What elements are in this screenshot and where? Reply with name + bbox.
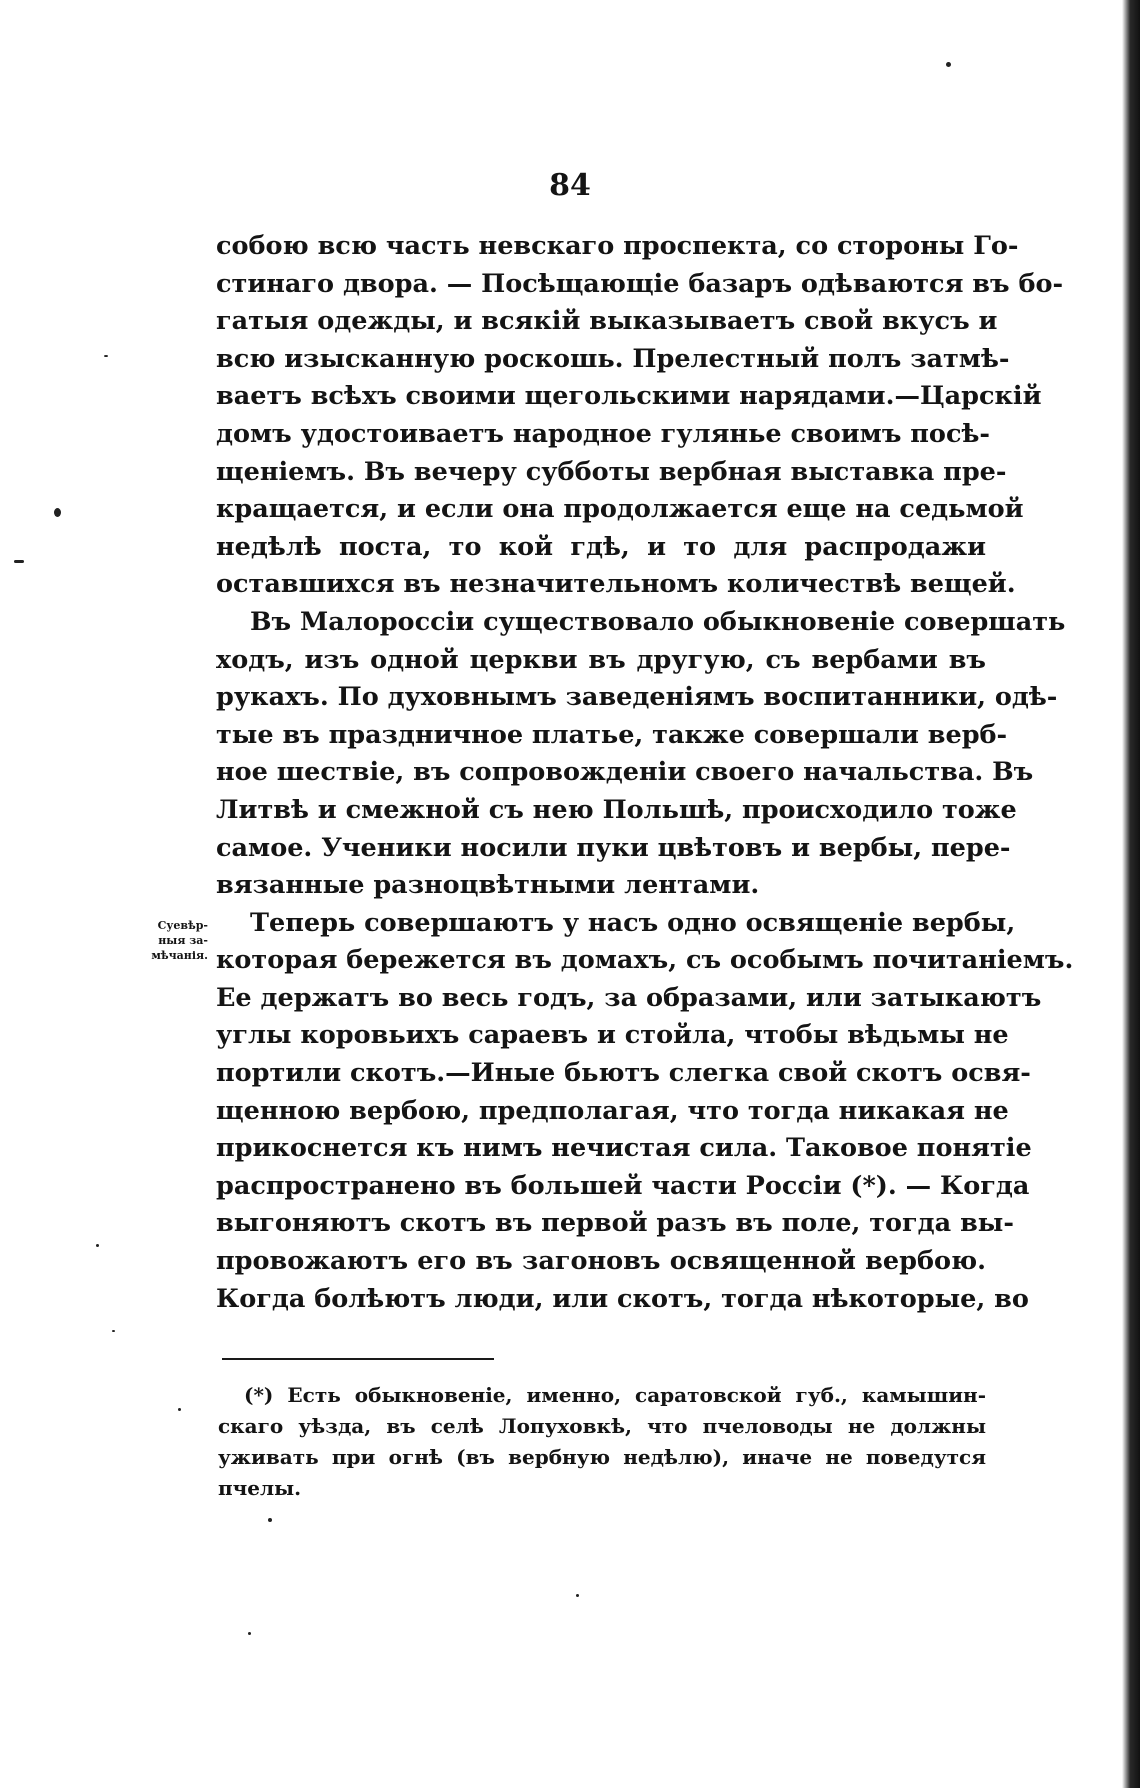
footnote-line: пчелы. — [218, 1476, 302, 1500]
body-line: прикоснется къ нимъ нечистая сила. Таковое понятіе — [216, 1133, 1032, 1164]
body-line: распространено въ большей части Россіи (*). — Когда — [216, 1170, 1030, 1201]
body-line: Теперь совершаютъ у насъ одно освященіе вербы, — [250, 907, 1016, 938]
scan-speck — [54, 508, 61, 517]
body-line: самое. Ученики носили пуки цвѣтовъ и вербы, пере- — [216, 832, 1011, 863]
body-text — [216, 228, 1074, 1318]
body-line: Ее держатъ во весь годъ, за образами, или затыкаютъ — [216, 982, 1042, 1013]
body-line: гатыя одежды, и всякій выказываетъ свой вкусъ и — [216, 306, 998, 337]
scan-speck — [96, 1244, 99, 1247]
margin-note — [142, 918, 208, 963]
body-line: провожаютъ его въ загоновъ освященной вербою. — [216, 1246, 986, 1277]
body-line: ходъ, изъ одной церкви въ другую, съ вербами въ — [216, 644, 986, 675]
scan-speck — [946, 62, 951, 67]
body-line: углы коровьихъ сараевъ и стойла, чтобы вѣдьмы не — [216, 1020, 1009, 1051]
scan-speck — [178, 1408, 181, 1411]
body-line: домъ удостоиваетъ народное гулянье своимъ посѣ- — [216, 418, 990, 449]
scan-speck — [104, 355, 108, 357]
body-line: Литвѣ и смежной съ нею Польшѣ, происходило тоже — [216, 794, 1017, 825]
body-line: всю изысканную роскошь. Прелестный полъ затмѣ- — [216, 343, 1010, 374]
body-line: кращается, и если она продолжается еще на седьмой — [216, 494, 1024, 525]
footnote-line: (*) Есть обыкновеніе, именно, саратовской губ., камышин- — [244, 1383, 986, 1407]
body-line: оставшихся въ незначительномъ количествѣ вещей. — [216, 569, 1016, 600]
scan-speck — [112, 1330, 115, 1332]
footnote-line: скаго уѣзда, въ селѣ Лопуховкѣ, что пчеловоды не должны — [218, 1414, 986, 1438]
margin-note-line: мѣчанія. — [151, 949, 208, 962]
body-line: Когда болѣютъ люди, или скотъ, тогда нѣкоторые, во — [216, 1283, 1029, 1314]
page-edge-shadow — [1122, 0, 1140, 1788]
footnote — [218, 1380, 986, 1504]
body-line: Въ Малороссіи существовало обыкновеніе совершать — [250, 606, 1066, 637]
body-line: ваетъ всѣхъ своими щегольскими нарядами.—Царскій — [216, 381, 1042, 412]
body-line: собою всю часть невскаго проспекта, со стороны Го- — [216, 231, 1019, 261]
scan-speck — [248, 1632, 251, 1635]
scan-speck — [576, 1594, 579, 1597]
scan-speck — [14, 560, 24, 563]
margin-note-line: ныя за- — [158, 934, 208, 947]
footnote-rule — [222, 1358, 494, 1360]
footnote-line: уживать при огнѣ (въ вербную недѣлю), иначе не поведутся — [218, 1445, 986, 1469]
body-line: стинаго двора. — Посѣщающіе базаръ одѣваются въ бо- — [216, 268, 1064, 299]
body-line: ное шествіе, въ сопровожденіи своего начальства. Въ — [216, 757, 1034, 788]
page-number: 84 — [549, 168, 591, 203]
body-line: рукахъ. По духовнымъ заведеніямъ воспитанники, одѣ- — [216, 682, 1058, 713]
body-line: портили скотъ.—Иные бьютъ слегка свой скотъ освя- — [216, 1058, 1031, 1089]
body-line: тые въ праздничное платье, также совершали верб- — [216, 719, 1008, 750]
body-line: щеніемъ. Въ вечеру субботы вербная выставка пре- — [216, 456, 1007, 487]
body-line: которая бережется въ домахъ, съ особымъ почитаніемъ. — [216, 945, 1074, 976]
scan-speck — [268, 1518, 272, 1522]
body-line: выгоняютъ скотъ въ первой разъ въ поле, тогда вы- — [216, 1208, 1014, 1239]
body-line: щенною вербою, предполагая, что тогда никакая не — [216, 1095, 1009, 1126]
margin-note-line: Суевѣр- — [157, 919, 208, 932]
body-line: вязанные разноцвѣтными лентами. — [216, 870, 760, 901]
body-line: недѣлѣ поста, то кой гдѣ, и то для распродажи — [216, 531, 986, 562]
